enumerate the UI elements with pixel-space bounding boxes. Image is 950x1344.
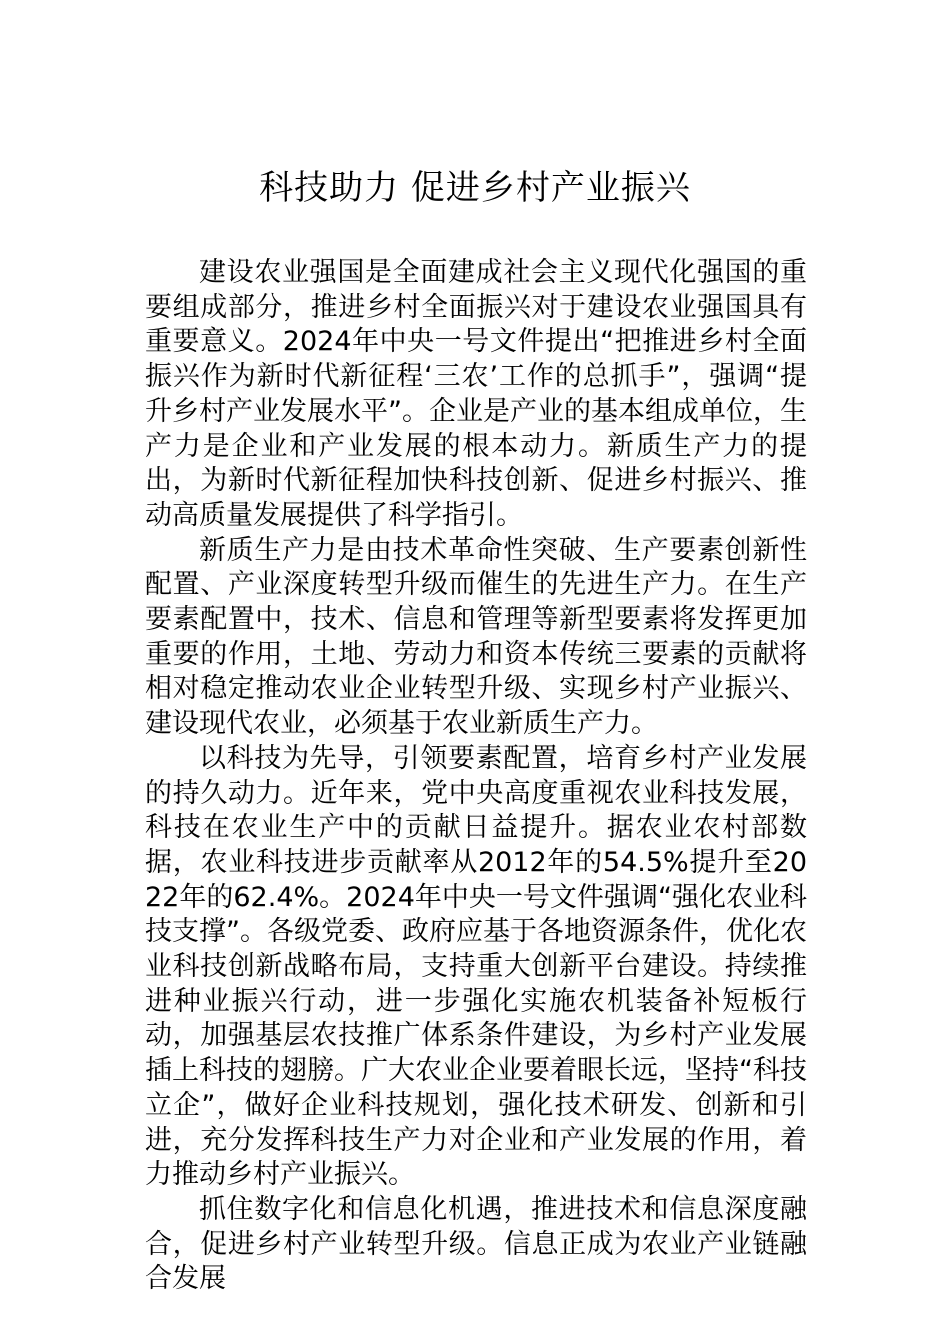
paragraph-4: 抓住数字化和信息化机遇，推进技术和信息深度融合，促进乡村产业转型升级。信息正成为农业产业链融合发展 (145, 1193, 807, 1295)
document-title: 科技助力 促进乡村产业振兴 (259, 168, 691, 208)
paragraph-3: 以科技为先导，引领要素配置，培育乡村产业发展的持久动力。近年来，党中央高度重视农业科技发展，科技在农业生产中的贡献日益提升。据农业农村部数据，农业科技进步贡献率从2012年的54.5%提升至2022年的62.4%。2024年中央一号文件强调“强化农业科技支撑”。各级党委、政府应基于各地资源条件，优化农业科技创新战略布局，支持重大创新平台建设。持续推进种业振兴行动，进一步强化实施农机装备补短板行动，加强基层农技推广体系条件建设，为乡村产业发展插上科技的翅膀。广大农业企业要着眼长远，坚持“科技立企”，做好企业科技规划，强化技术研发、创新和引进，充分发挥科技生产力对企业和产业发展的作用，着力推动乡村产业振兴。 (145, 742, 807, 1191)
paragraph-2: 新质生产力是由技术革命性突破、生产要素创新性配置、产业深度转型升级而催生的先进生产力。在生产要素配置中，技术、信息和管理等新型要素将发挥更加重要的作用，土地、劳动力和资本传统三要素的贡献将相对稳定推动农业企业转型升级、实现乡村产业振兴、建设现代农业，必须基于农业新质生产力。 (145, 534, 807, 740)
paragraph-1: 建设农业强国是全面建成社会主义现代化强国的重要组成部分，推进乡村全面振兴对于建设农业强国具有重要意义。2024年中央一号文件提出“把推进乡村全面振兴作为新时代新征程‘三农’工作的总抓手”，强调“提升乡村产业发展水平”。企业是产业的基本组成单位，生产力是企业和产业发展的根本动力。新质生产力的提出，为新时代新征程加快科技创新、促进乡村振兴、推动高质量发展提供了科学指引。 (145, 257, 807, 531)
document-body (145, 256, 807, 1297)
